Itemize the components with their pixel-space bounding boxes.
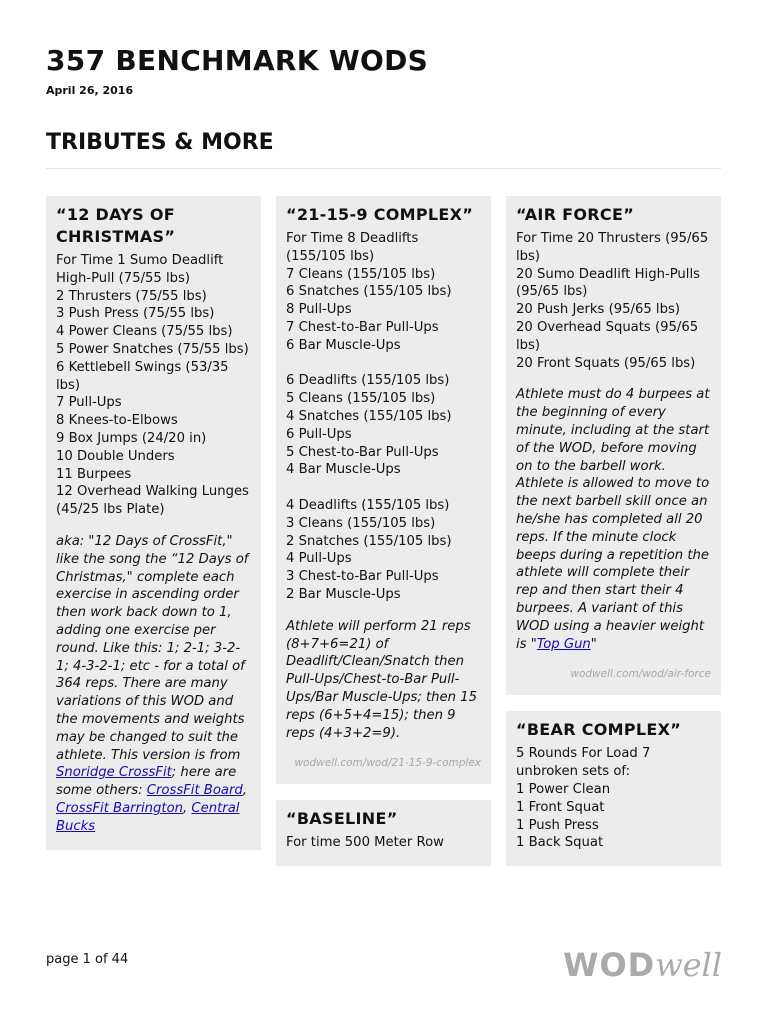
exercise-line: 3 Chest-to-Bar Pull-Ups xyxy=(286,569,439,585)
note-text: aka: "12 Days of CrossFit," like the song the “12 Days of Christmas," complete each exercise in ascending order then work back down to 1, adding one exercise per round. Like this: 1; 2-1; 3-2-1; 4-3-2-1; etc - for a total of 364 reps. There are many variations of this WOD and the movements and weights may be changed to suit the athlete. This version is from xyxy=(56,533,249,763)
wod-note xyxy=(56,533,251,836)
wod-title: “AIR FORCE” xyxy=(516,205,635,224)
exercise-line: 11 Burpees xyxy=(56,466,132,482)
exercise-line: 8 Pull-Ups xyxy=(286,302,352,318)
wod-lines xyxy=(516,230,711,372)
exercise-line: 20 Overhead Squats (95/65 lbs) xyxy=(516,319,699,353)
wod-note: Athlete will perform 21 reps (8+7+6=21) of Deadlift/Clean/Snatch then Pull-Ups/Chest-to-Bar Pull-Ups/Bar Muscle-Ups; then 15 reps (6+5+4=15); then 9 reps (4+3+2=9). xyxy=(286,618,477,741)
exercise-line: 4 Bar Muscle-Ups xyxy=(286,462,401,478)
section-divider xyxy=(46,168,721,169)
exercise-line: 20 Front Squats (95/65 lbs) xyxy=(516,355,696,371)
exercise-line: 7 Cleans (155/105 lbs) xyxy=(286,266,436,282)
exercise-line: 3 Cleans (155/105 lbs) xyxy=(286,515,436,531)
exercise-line: 2 Bar Muscle-Ups xyxy=(286,586,401,602)
exercise-line: 1 Power Clean xyxy=(516,781,611,797)
separator: , xyxy=(183,800,188,816)
exercise-line: 7 Pull-Ups xyxy=(56,395,122,411)
wod-lines xyxy=(286,834,481,852)
page-number: page 1 of 44 xyxy=(46,952,129,967)
central-bucks-link[interactable]: Central Bucks xyxy=(56,800,240,834)
exercise-line: 4 Pull-Ups xyxy=(286,551,352,567)
wod-lines xyxy=(286,230,481,604)
exercise-line: 10 Double Unders xyxy=(56,448,175,464)
wod-lines xyxy=(56,252,251,519)
wod-card-air-force xyxy=(506,196,721,695)
document-date: April 26, 2016 xyxy=(46,84,134,97)
exercise-line: 20 Sumo Deadlift High-Pulls (95/65 lbs) xyxy=(516,266,700,300)
exercise-line: 1 Back Squat xyxy=(516,835,604,851)
wod-card-baseline xyxy=(276,800,491,866)
note-text: " xyxy=(590,636,597,652)
exercise-line: 4 Snatches (155/105 lbs) xyxy=(286,408,452,424)
wod-card-21-15-9 xyxy=(276,196,491,784)
wod-card-12-days xyxy=(46,196,261,850)
wod-card-bear-complex xyxy=(506,711,721,866)
column-3 xyxy=(506,196,721,882)
logo-italic-text: well xyxy=(655,946,722,984)
logo-bold-text: WOD xyxy=(563,946,656,984)
exercise-line: 5 Rounds For Load 7 unbroken sets of: xyxy=(516,746,651,780)
wod-title: “BASELINE” xyxy=(286,809,398,829)
exercise-line: 4 Power Cleans (75/55 lbs) xyxy=(56,324,233,340)
wod-title: “21-15-9 COMPLEX” xyxy=(286,205,474,224)
spacer-line xyxy=(286,355,481,373)
exercise-line: 8 Knees-to-Elbows xyxy=(56,413,178,429)
exercise-line: 5 Power Snatches (75/55 lbs) xyxy=(56,341,249,357)
crossfit-board-link[interactable]: CrossFit Board xyxy=(146,783,243,799)
wod-note xyxy=(516,386,711,653)
exercise-line: 5 Chest-to-Bar Pull-Ups xyxy=(286,444,439,460)
exercise-line: 1 Push Press xyxy=(516,817,599,833)
exercise-line: For Time 20 Thrusters (95/65 lbs) xyxy=(516,231,709,264)
spacer-line xyxy=(286,479,481,497)
exercise-line: 6 Pull-Ups xyxy=(286,426,352,442)
source-url: wodwell.com/wod/21-15-9-complex xyxy=(294,757,481,770)
wod-title: “12 DAYS OF CHRISTMAS” xyxy=(56,205,176,246)
exercise-line: 1 Front Squat xyxy=(516,799,605,815)
exercise-line: 20 Push Jerks (95/65 lbs) xyxy=(516,302,680,318)
exercise-line: 6 Bar Muscle-Ups xyxy=(286,337,401,353)
exercise-line: 6 Kettlebell Swings (53/35 lbs) xyxy=(56,359,229,393)
note-text: ; here are some others: xyxy=(56,765,237,799)
exercise-line: 2 Thrusters (75/55 lbs) xyxy=(56,288,207,304)
exercise-line: For Time 8 Deadlifts (155/105 lbs) xyxy=(286,231,419,264)
exercise-line: For time 500 Meter Row xyxy=(286,835,444,851)
wodwell-logo xyxy=(563,946,722,984)
exercise-line: For Time 1 Sumo Deadlift High-Pull (75/55 lbs) xyxy=(56,253,224,286)
note-text: Athlete must do 4 burpees at the beginning of every minute, including at the start of the WOD, before moving on to the barbell work. Athlete is allowed to move to the next barbell skill once an he/she has completed all 20 reps. If the minute clock beeps during a repetition the athlete will complete their rep and then start their 4 burpees. A variant of this WOD using a heavier weight is " xyxy=(516,387,710,652)
column-2 xyxy=(276,196,491,882)
column-1 xyxy=(46,196,261,866)
exercise-line: 4 Deadlifts (155/105 lbs) xyxy=(286,497,450,513)
section-heading: TRIBUTES & MORE xyxy=(46,130,274,155)
top-gun-link[interactable]: Top Gun xyxy=(536,636,591,652)
exercise-line: 2 Snatches (155/105 lbs) xyxy=(286,533,452,549)
exercise-line: 3 Push Press (75/55 lbs) xyxy=(56,306,215,322)
separator: , xyxy=(242,783,247,799)
wod-title: “BEAR COMPLEX” xyxy=(516,720,682,740)
exercise-line: 5 Cleans (155/105 lbs) xyxy=(286,391,436,407)
snoridge-crossfit-link[interactable]: Snoridge CrossFit xyxy=(56,765,172,781)
crossfit-barrington-link[interactable]: CrossFit Barrington xyxy=(56,800,184,816)
wod-lines xyxy=(516,745,711,852)
exercise-line: 9 Box Jumps (24/20 in) xyxy=(56,430,207,446)
exercise-line: 6 Deadlifts (155/105 lbs) xyxy=(286,373,450,389)
exercise-line: 12 Overhead Walking Lunges (45/25 lbs Plate) xyxy=(56,484,249,518)
document-title: 357 BENCHMARK WODS xyxy=(46,44,429,77)
exercise-line: 7 Chest-to-Bar Pull-Ups xyxy=(286,319,439,335)
source-url: wodwell.com/wod/air-force xyxy=(570,668,711,681)
exercise-line: 6 Snatches (155/105 lbs) xyxy=(286,284,452,300)
